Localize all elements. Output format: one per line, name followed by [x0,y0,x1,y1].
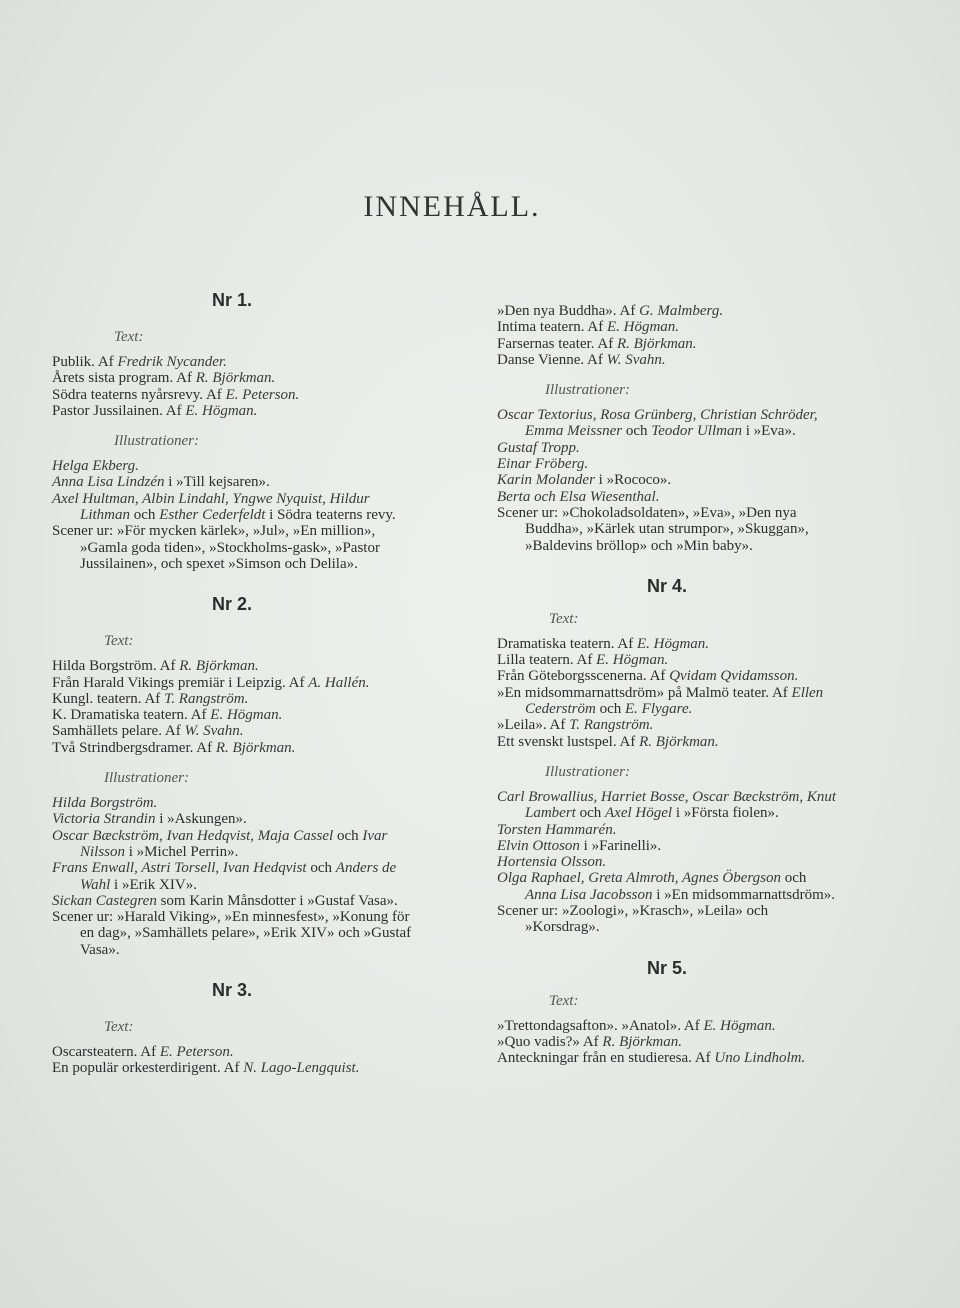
text-list [497,636,837,750]
entry-text: och [333,827,363,844]
author-name: E. Högman. [703,1017,776,1034]
toc-entry [497,472,837,488]
author-name: Einar Fröberg. [497,456,589,473]
toc-entry [497,652,837,668]
author-name: Ellen Cederström [525,684,824,718]
entry-text: i »Farinelli». [579,837,662,854]
text-label: Text: [114,329,144,345]
author-name: Oscar Bæckström, Ivan Hedqvist, Maja Cassel [52,827,334,844]
text-list [497,1018,837,1067]
entry-text: i »Michel Perrin». [125,843,239,860]
entry-text: i »Första fiolen». [672,805,779,822]
section-nr4 [497,576,837,936]
toc-entry [52,491,412,524]
toc-entry [52,387,412,403]
author-name: Anders de Wahl [80,860,397,893]
toc-entry [497,717,837,733]
entry-text: »Trettondagsafton». »Anatol». Af [497,1017,704,1034]
toc-entry [497,854,837,870]
author-name: Victoria Strandin [52,811,156,828]
section-heading: Nr 1. [211,290,253,310]
toc-entry [497,352,837,368]
illustrations-label: Illustrationer: [114,433,199,450]
section-heading: Nr 5. [646,957,688,978]
toc-entry [52,1044,412,1060]
author-name: Oscar Textorius, Rosa Grünberg, Christian Schröder, Emma Meissner [497,407,818,440]
toc-entry [497,440,837,456]
section-nr3 [52,980,412,1077]
toc-entry [497,1050,837,1066]
entry-text: Från Harald Vikings premiär i Leipzig. Af [52,674,309,691]
author-name: A. Hallén. [308,674,370,691]
author-name: T. Rangström. [164,690,249,707]
author-name: Carl Browallius, Harriet Bosse, Oscar Bæckström, Knut Lambert [497,788,837,822]
toc-entry [52,370,412,386]
entry-text: i »Rococo». [594,472,672,489]
toc-entry [52,893,412,909]
entry-text: K. Dramatiska teatern. Af [52,707,211,724]
entry-text: Scener ur: »Harald Viking», »En minnesfest», »Konung för en dag», »Samhällets pelare», »Erik XIV» och »Gustaf Vasa». [52,909,412,958]
author-name: N. Lago-Lengquist. [243,1060,360,1077]
author-name: Hortensia Olsson. [497,854,607,871]
author-name: E. Peterson. [225,386,300,403]
author-name: R. Björkman. [215,739,296,756]
section-heading: Nr 3. [211,980,253,1001]
toc-entry [52,354,412,370]
toc-entry [52,860,412,893]
illustrations-list [52,458,412,572]
entry-text: »Den nya Buddha». Af [497,303,640,319]
toc-entry [497,636,837,652]
entry-text: Hilda Borgström. Af [52,658,180,675]
entry-text: Oscarsteatern. Af [52,1044,160,1061]
author-name: E. Högman. [210,707,283,724]
illustrations-label: Illustrationer: [545,382,630,399]
toc-entry [497,319,837,335]
text-label: Text: [549,610,579,627]
author-name: Esther Cederfeldt [159,507,266,524]
entry-text: och [306,860,336,877]
illustrations-list [52,795,412,958]
toc-entry [497,870,837,903]
toc-entry [497,505,837,554]
toc-entry [497,668,837,684]
toc-entry [52,828,412,861]
author-name: T. Rangström. [569,717,654,734]
section-nr5 [497,958,837,1067]
entry-text: Farsernas teater. Af [497,335,617,352]
text-label: Text: [104,633,134,650]
entry-text: och [622,423,652,440]
author-name: Olga Raphael, Greta Almroth, Agnes Öbergson [497,870,782,887]
illustrations-list [497,407,837,554]
toc-entry [52,1060,412,1076]
author-name: Karin Molander [497,472,595,489]
toc-entry [497,734,837,750]
author-name: W. Svahn. [184,723,244,740]
toc-entry [52,658,412,674]
toc-entry [497,489,837,505]
text-list [52,658,412,756]
toc-entry [497,822,837,838]
toc-entry [497,789,837,822]
entry-text: Intima teatern. Af [497,319,607,336]
section-heading: Nr 4. [646,575,688,596]
entry-text: och [595,701,626,718]
author-name: E. Högman. [606,319,680,336]
entry-text: Två Strindbergsdramer. Af [52,739,216,756]
entry-text: och [575,805,606,822]
author-name: Teodor Ullman [651,423,742,440]
author-name: Torsten Hammarén. [497,821,617,838]
author-name: Frans Enwall, Astri Torsell, Ivan Hedqvist [52,860,307,877]
entry-text: »En midsommarnattsdröm» på Malmö teater. Af [497,684,792,701]
author-name: Axel Hultman, Albin Lindahl, Yngwe Nyquist, Hildur Lithman [52,490,370,524]
toc-entry [52,474,412,490]
toc-entry [52,723,412,739]
entry-text: i »Eva». [741,423,796,440]
entry-text: Södra teaterns nyårsrevy. Af [52,386,226,403]
toc-entry [52,691,412,707]
toc-entry [497,685,837,718]
author-name: Anna Lisa Lindzén [52,474,165,491]
author-name: W. Svahn. [606,351,666,368]
entry-text: Pastor Jussilainen. Af [52,402,186,419]
toc-entry [497,303,837,319]
illustrations-list [497,789,837,936]
left-column [52,290,412,1077]
author-name: Uno Lindholm. [714,1050,806,1067]
entry-text: Scener ur: »Chokoladsoldaten», »Eva», »Den nya Buddha», »Kärlek utan strumpor», »Skuggan», »Baldevins bröllop» och »Min baby». [497,504,809,554]
entry-text: och [130,507,160,524]
toc-entry [52,458,412,474]
author-name: Fredrik Nycander. [117,354,227,370]
author-name: Elvin Ottoson [497,837,580,854]
toc-entry [52,740,412,756]
toc-entry [52,523,412,572]
entry-text: En populär orkesterdirigent. Af [52,1060,244,1077]
entry-text: Dramatiska teatern. Af [497,635,637,652]
section-nr2 [52,594,412,958]
author-name: R. Björkman. [639,733,719,750]
text-label: Text: [104,1019,134,1036]
text-label: Text: [549,992,579,1009]
author-name: Sickan Castegren [52,892,157,909]
toc-entry [52,795,412,811]
author-name: R. Björkman. [195,370,276,387]
toc-entry [497,903,837,936]
entry-text: »Leila». Af [497,717,570,734]
author-name: Berta och Elsa Wiesenthal. [497,488,660,505]
illustrations-label: Illustrationer: [104,770,189,787]
entry-text: Ett svenskt lustspel. Af [497,733,640,750]
entry-text: i Södra teaterns revy. [265,507,396,524]
author-name: Axel Högel [605,805,673,822]
entry-text: Scener ur: »Zoologi», »Krasch», »Leila» och »Korsdrag». [497,903,769,936]
author-name: Ivar Nilsson [80,827,388,860]
toc-entry [497,336,837,352]
section-nr3-continued [497,303,837,554]
toc-entry [52,909,412,958]
toc-entry [52,675,412,691]
entry-text: Från Göteborgsscenerna. Af [497,668,670,685]
toc-entry [497,456,837,472]
author-name: E. Peterson. [159,1044,234,1061]
entry-text: i »Askungen». [155,811,247,828]
entry-text: som Karin Månsdotter i »Gustaf Vasa». [156,892,398,909]
entry-text: Samhällets pelare. Af [52,723,185,740]
author-name: Qvidam Qvidamsson. [669,668,799,685]
toc-entry [52,707,412,723]
author-name: Anna Lisa Jacobsson [525,886,653,903]
entry-text: i »Erik XIV». [110,876,197,893]
page-title: INNEHÅLL. [363,190,541,224]
author-name: G. Malmberg. [639,303,724,319]
entry-text: Danse Vienne. Af [497,351,607,368]
section-nr1 [52,290,412,572]
author-name: Hilda Borgström. [52,795,158,812]
toc-entry [497,838,837,854]
entry-text: Lilla teatern. Af [497,652,597,669]
entry-text: »Quo vadis?» Af [497,1033,603,1050]
author-name: E. Högman. [636,635,710,652]
author-name: E. Flygare. [625,701,693,718]
right-column [497,303,837,1067]
entry-text: Kungl. teatern. Af [52,690,165,707]
author-name: R. Björkman. [602,1033,682,1050]
entry-text: Scener ur: »För mycken kärlek», »Jul», »En million», »Gamla goda tiden», »Stockholms-gask», »Pastor Jussilainen», och spexet »Simson och Delila». [52,523,380,572]
text-list [52,354,412,419]
author-name: R. Björkman. [616,335,697,352]
illustrations-label: Illustrationer: [545,763,630,780]
toc-entry [52,811,412,827]
entry-text: Årets sista program. Af [52,370,196,387]
toc-entry [497,1034,837,1050]
entry-text: Anteckningar från en studieresa. Af [497,1050,715,1067]
text-list [497,303,837,368]
entry-text: i »Till kejsaren». [164,474,270,491]
entry-text: och [781,870,807,887]
section-heading: Nr 2. [211,594,253,615]
author-name: Gustaf Tropp. [497,439,580,456]
text-list [52,1044,412,1077]
entry-text: i »En midsommarnattsdröm». [652,886,835,903]
author-name: E. Högman. [185,402,258,419]
toc-entry [52,403,412,419]
author-name: Helga Ekberg. [52,458,139,475]
author-name: E. Högman. [596,652,669,669]
entry-text: Publik. Af [52,354,118,370]
author-name: R. Björkman. [179,658,259,675]
toc-entry [497,407,837,440]
toc-entry [497,1018,837,1034]
